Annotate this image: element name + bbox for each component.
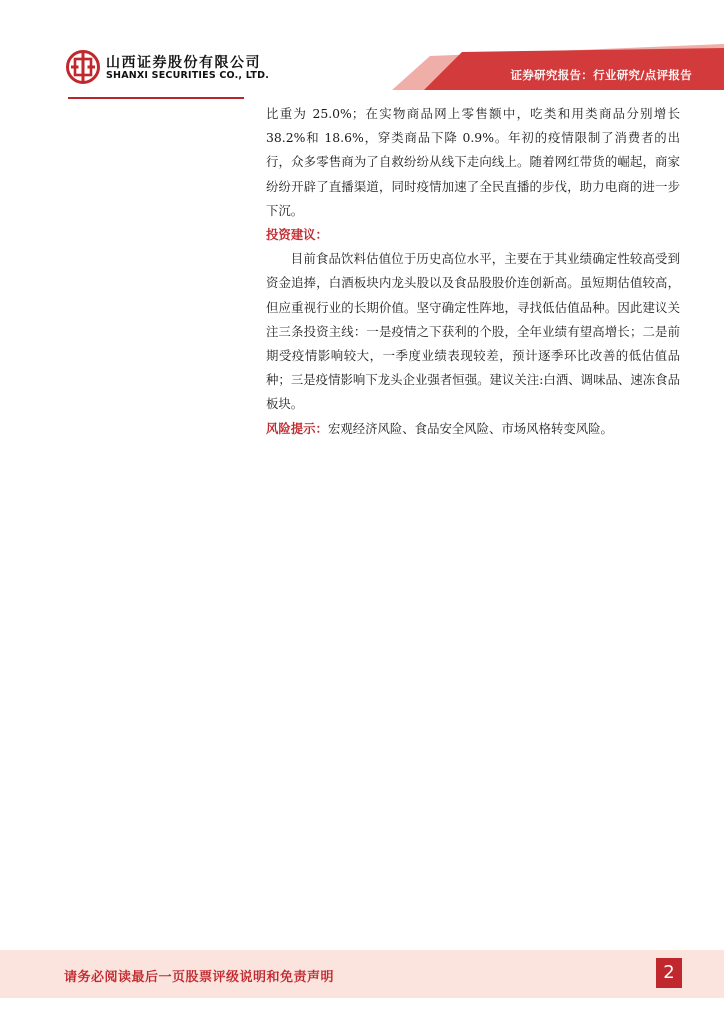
risk-warning-text: 宏观经济风险、食品安全风险、市场风格转变风险。 xyxy=(327,420,613,436)
header-divider xyxy=(68,97,244,99)
section-heading-investment: 投资建议： xyxy=(266,227,328,243)
risk-warning-label: 风险提示： xyxy=(266,420,328,436)
disclaimer-notice: 请务必阅读最后一页股票评级说明和免责声明 xyxy=(64,970,335,985)
paragraph-investment: 目前食品饮料估值位于历史高位水平，主要在于其业绩确定性较高受到资金追捧，白酒板块内龙头股以及食品股股价连创新高。虽短期估值较高，但应重视行业的长期价值。坚守确定性阵地，寻找低估值品种。因此建议关注三条投资主线：一是疫情之下获利的个股，全年业绩有望高增长；二是前期受疫情影响较大，一季度业绩表现较差，预计逐季环比改善的低估值品种；三是疫情影响下龙头企业强者恒强。建议关注:白酒、调味品、速冻食品板块。 xyxy=(266,251,680,412)
page-header xyxy=(0,0,724,100)
shanxi-securities-logo-icon xyxy=(66,50,100,84)
header-band xyxy=(0,0,724,100)
risk-warning xyxy=(266,417,680,441)
page-footer xyxy=(0,950,724,998)
report-type-label: 证券研究报告：行业研究/点评报告 xyxy=(510,68,692,82)
paragraph-ecommerce: 比重为 25.0%；在实物商品网上零售额中，吃类和用类商品分别增长 38.2%和 18.6%，穿类商品下降 0.9%。年初的疫情限制了消费者的出行，众多零售商为了自救纷纷从线下走向线上。随着网红带货的崛起，商家纷纷开辟了直播渠道，同时疫情加速了全民直播的步伐，助力电商的进一步下沉。 xyxy=(266,106,680,218)
company-name-en: SHANXI SECURITIES CO., LTD. xyxy=(106,70,270,81)
report-body xyxy=(266,102,680,441)
company-name-cn: 山西证券股份有限公司 xyxy=(106,55,261,71)
page-number: 2 xyxy=(656,958,682,988)
